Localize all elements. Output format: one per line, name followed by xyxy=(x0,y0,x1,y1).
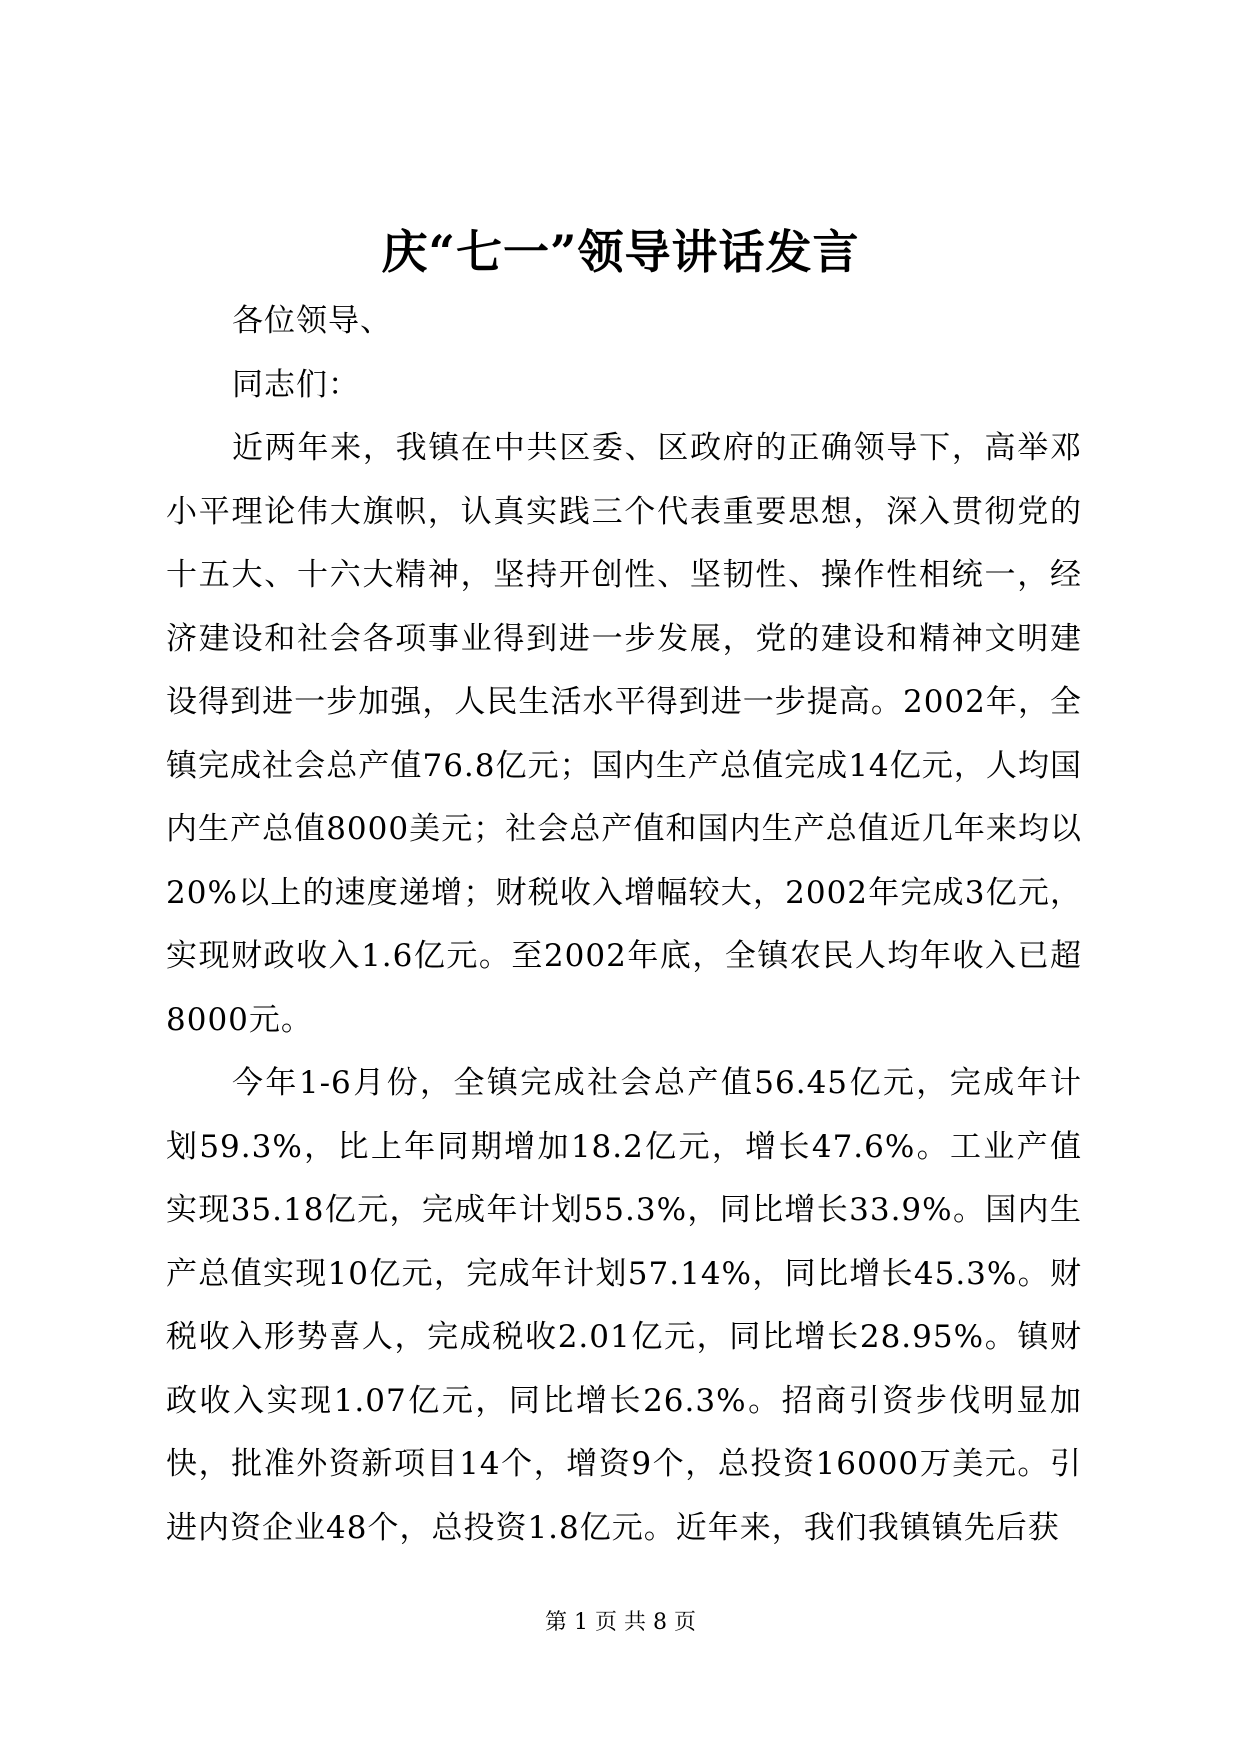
body-paragraph-1: 近两年来，我镇在中共区委、区政府的正确领导下，高举邓小平理论伟大旗帜，认真实践三个代表重要思想，深入贯彻党的十五大、十六大精神，坚持开创性、坚韧性、操作性相统一，经济建设和社会各项事业得到进一步发展，党的建设和精神文明建设得到进一步加强，人民生活水平得到进一步提高。2002年，全镇完成社会总产值76.8亿元；国内生产总值完成14亿元，人均国内生产总值8000美元；社会总产值和国内生产总值近几年来均以20%以上的速度递增；财税收入增幅较大，2002年完成3亿元，实现财政收入1.6亿元。至2002年底，全镇农民人均年收入已超8000元。 xyxy=(166,430,1082,1038)
body-paragraph-2: 今年1-6月份，全镇完成社会总产值56.45亿元，完成年计划59.3%，比上年同期增加18.2亿元，增长47.6%。工业产值实现35.18亿元，完成年计划55.3%，同比增长33.9%。国内生产总值实现10亿元，完成年计划57.14%，同比增长45.3%。财税收入形势喜人，完成税收2.01亿元，同比增长28.95%。镇财政收入实现1.07亿元，同比增长26.3%。招商引资步伐明显加快，批准外资新项目14个，增资9个，总投资16000万美元。引进内资企业48个，总投资1.8亿元。近年来，我们我镇镇先后获 xyxy=(166,1065,1082,1546)
document-title: 庆“七一”领导讲话发言 xyxy=(381,225,860,279)
document-body xyxy=(166,290,1082,1560)
salutation-line-1: 各位领导、 xyxy=(232,303,392,339)
page-footer: 第 1 页 共 8 页 xyxy=(545,1610,696,1635)
salutation-line-2: 同志们： xyxy=(232,366,360,403)
